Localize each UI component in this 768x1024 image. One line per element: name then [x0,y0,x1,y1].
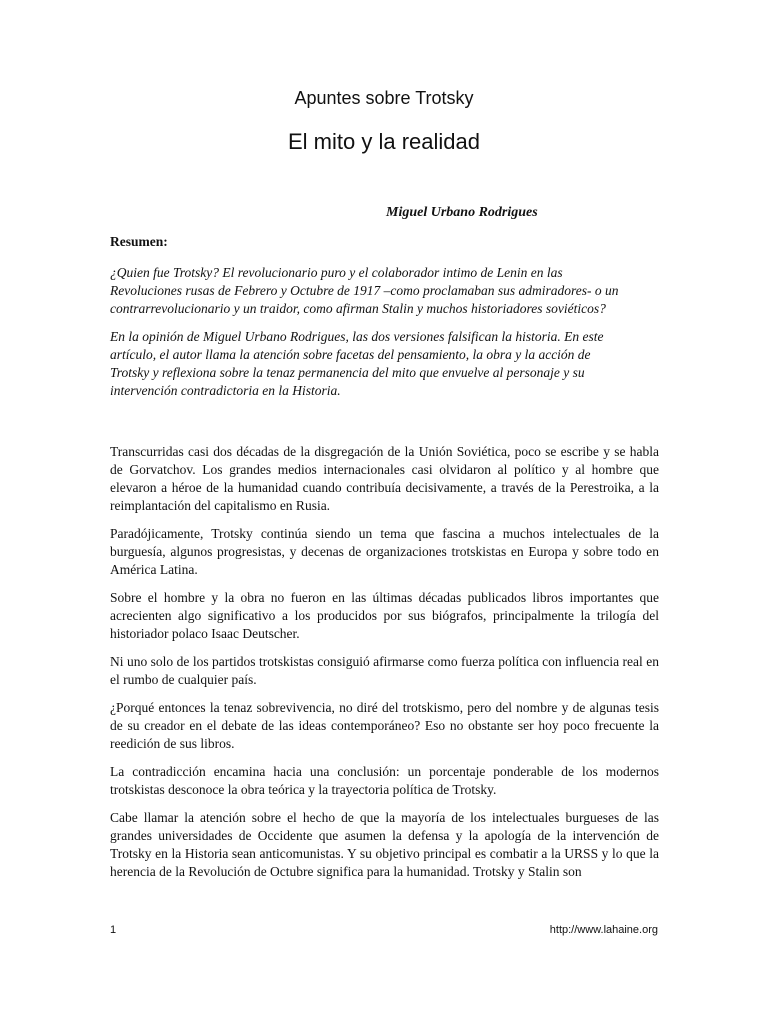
abstract-paragraph-1 [110,264,630,318]
body-paragraph: La contradicción encamina hacia una conclusión: un porcentaje ponderable de los modernos trotskistas desconoce la obra teórica y la trayectoria política de Trotsky. [110,764,659,797]
document-title: Apuntes sobre Trotsky [294,88,474,108]
footer-url-link[interactable]: http://www.lahaine.org [549,924,658,936]
abstract-paragraph-2 [110,328,630,400]
article-body [110,443,659,891]
abstract-text: En la opinión de Miguel Urbano Rodrigues, las dos versiones falsifican la historia. En este artículo, el autor llama la atención sobre facetas del pensamiento, la obra y la acción de Trotsky y reflexiona sobre la tenaz permanencia del mito que envuelve al personaje y su intervención contradictoria en la Historia. [110,329,604,398]
body-paragraph: Cabe llamar la atención sobre el hecho de que la mayoría de los intelectuales burgueses de las grandes universidades de Occidente que asumen la defensa y la apología de la intervención de Trotsky en la Historia sean anticomunistas. Y su objetivo principal es combatir a la URSS y lo que la herencia de la Revolución de Octubre significa para la humanidad. Trotsky y Stalin son [110,810,659,879]
author-name: Miguel Urbano Rodrigues [386,205,538,220]
body-paragraph: Sobre el hombre y la obra no fueron en las últimas décadas publicados libros importantes que acrecienten algo significativo a los producidos por sus biógrafos, principalmente la trilogía del historiador polaco Isaac Deutscher. [110,590,659,641]
page-number: 1 [110,924,117,936]
body-paragraph: Ni uno solo de los partidos trotskistas consiguió afirmarse como fuerza política con influencia real en el rumbo de cualquier país. [110,654,659,687]
body-paragraph: ¿Porqué entonces la tenaz sobrevivencia, no diré del trotskismo, pero del nombre y de algunas tesis de su creador en el debate de las ideas contemporáneo? Eso no obstante ser hoy poco frecuente la reedición de sus libros. [110,700,659,751]
document-subtitle: El mito y la realidad [288,129,480,154]
body-paragraph: Transcurridas casi dos décadas de la disgregación de la Unión Soviética, poco se escribe y se habla de Gorvatchov. Los grandes medios internacionales casi olvidaron al político y al hombre que elevaron a héroe de la humanidad cuando contribuía decisivamente, a través de la Perestroika, a la reimplantación del capitalismo en Rusia. [110,444,659,513]
abstract-label: Resumen: [110,234,168,249]
body-paragraph: Paradójicamente, Trotsky continúa siendo un tema que fascina a muchos intelectuales de la burguesía, algunos progresistas, y decenas de organizaciones trotskistas en Europa y sobre todo en América Latina. [110,526,659,577]
abstract-text: ¿Quien fue Trotsky? El revolucionario puro y el colaborador intimo de Lenin en las Revoluciones rusas de Febrero y Octubre de 1917 –como proclamaban sus admiradores- o un contrarrevolucionario y un traidor, como afirman Stalin y muchos historiadores soviéticos? [110,265,619,316]
